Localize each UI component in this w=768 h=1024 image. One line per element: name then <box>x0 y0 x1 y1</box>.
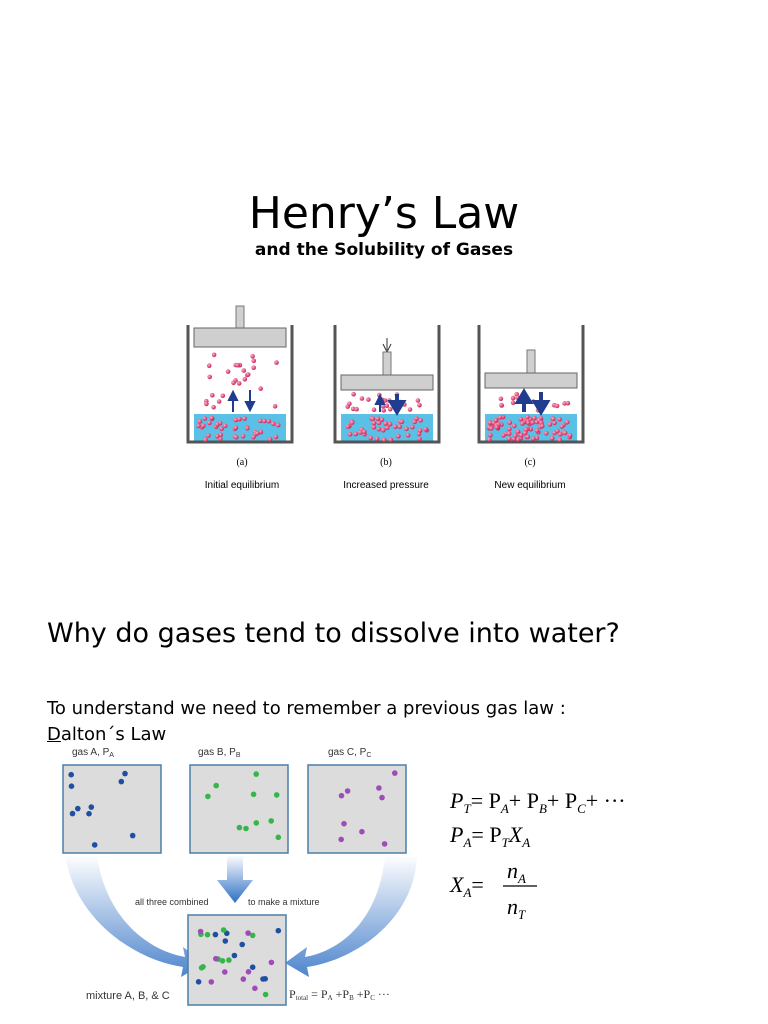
particle <box>381 408 386 413</box>
particle <box>239 942 245 948</box>
particle <box>417 403 422 408</box>
slide-title: Henry’s Law <box>248 188 520 239</box>
panel-a-letter: (a) <box>236 457 248 468</box>
particle <box>414 416 419 421</box>
particle <box>501 433 506 438</box>
particle <box>207 421 212 426</box>
particle <box>398 424 403 429</box>
particle <box>250 964 256 970</box>
particle <box>392 770 398 776</box>
combined-label-left: all three combined <box>135 897 209 907</box>
particle <box>379 795 385 801</box>
particle <box>213 956 219 962</box>
svg-text:nT: $n_T$ <box>507 894 526 922</box>
particle <box>498 415 503 420</box>
particle <box>262 419 267 424</box>
gas-b-label: gas B, $P_B$ <box>198 747 241 759</box>
gas-molecules <box>204 353 279 410</box>
particle <box>119 779 125 785</box>
particle <box>232 953 238 959</box>
particle <box>372 421 377 426</box>
slide-subtitle: and the Solubility of Gases <box>254 240 514 260</box>
particle <box>130 833 136 839</box>
particle <box>199 965 205 971</box>
particle <box>223 424 228 429</box>
particle <box>207 375 212 380</box>
particle <box>211 405 216 410</box>
particle <box>494 425 499 430</box>
particle <box>206 433 211 438</box>
particle <box>339 793 345 799</box>
particle <box>198 929 204 935</box>
particle <box>276 423 281 428</box>
particle <box>221 394 226 399</box>
particle <box>371 416 376 421</box>
particle <box>507 437 512 442</box>
particle <box>221 927 227 933</box>
particle <box>234 435 239 440</box>
particle <box>377 421 382 426</box>
particle <box>417 437 422 442</box>
particle <box>418 418 423 423</box>
particle <box>358 430 363 435</box>
particle <box>204 402 209 407</box>
particle <box>557 438 562 443</box>
particle <box>520 421 525 426</box>
particle <box>250 354 255 359</box>
particle <box>525 415 530 420</box>
particle <box>375 437 380 442</box>
gas-c-box <box>308 765 406 853</box>
particle <box>382 438 387 443</box>
particle <box>351 392 356 397</box>
particle <box>242 416 247 421</box>
particle <box>209 979 215 985</box>
arrow-up-icon <box>518 392 530 412</box>
law-name-initial: D <box>47 724 61 745</box>
particle <box>519 433 524 438</box>
particle <box>385 426 390 431</box>
particle <box>213 932 219 938</box>
particle <box>253 771 259 777</box>
particle <box>273 404 278 409</box>
particle <box>268 818 274 824</box>
particle <box>354 407 359 412</box>
particle <box>220 958 226 964</box>
particle <box>203 438 208 443</box>
svg-text:PA= PTXA: $P_A= P_TX_A$ <box>450 822 531 850</box>
particle <box>372 425 377 430</box>
particle <box>530 420 535 425</box>
particle <box>516 437 521 442</box>
particle <box>241 434 246 439</box>
particle <box>70 811 76 817</box>
particle <box>235 363 240 368</box>
particle <box>219 426 224 431</box>
particle <box>487 437 492 442</box>
particle <box>551 417 556 422</box>
particle <box>406 433 411 438</box>
particle <box>251 435 256 440</box>
particle <box>223 938 229 944</box>
particle <box>408 407 413 412</box>
particle <box>242 368 247 373</box>
particle <box>508 420 513 425</box>
particle <box>526 421 531 426</box>
particle <box>196 424 201 429</box>
particle <box>245 930 251 936</box>
particle <box>388 407 393 412</box>
particle <box>568 433 573 438</box>
question-heading: Why do gases tend to dissolve into water? <box>47 618 620 649</box>
panel-b-caption: Increased pressure <box>343 480 429 491</box>
particle <box>382 841 388 847</box>
particle <box>258 386 263 391</box>
pressure-arrow-icon <box>383 338 391 352</box>
particle <box>348 432 353 437</box>
particle <box>215 434 220 439</box>
particle <box>372 407 377 412</box>
particle <box>381 428 386 433</box>
particle <box>231 381 236 386</box>
particle <box>86 811 92 817</box>
particle <box>341 821 347 827</box>
particle <box>215 422 220 427</box>
particle <box>263 992 269 998</box>
particle <box>226 369 231 374</box>
particle <box>251 365 256 370</box>
particle <box>377 427 382 432</box>
particle <box>400 419 405 424</box>
gas-a-label: gas A, $P_A$ <box>72 747 114 759</box>
combined-label-right: to make a mixture <box>248 897 320 907</box>
particle <box>267 419 272 424</box>
particle <box>213 783 219 789</box>
particle <box>423 427 428 432</box>
particle <box>368 436 373 441</box>
particle <box>362 430 367 435</box>
particle <box>222 969 228 975</box>
particle <box>512 424 517 429</box>
particle <box>488 433 493 438</box>
particle <box>511 396 516 401</box>
particle <box>519 417 524 422</box>
particle <box>268 437 273 442</box>
particle <box>237 417 242 422</box>
particle <box>360 396 365 401</box>
particle <box>507 427 512 432</box>
particle <box>205 794 211 800</box>
particle <box>531 436 536 441</box>
particle <box>274 360 279 365</box>
particle <box>396 434 401 439</box>
particle <box>271 422 276 427</box>
particle <box>489 426 494 431</box>
particle <box>243 377 248 382</box>
particle <box>122 771 128 777</box>
piston-rod <box>236 306 244 328</box>
particle <box>557 417 562 422</box>
flow-arrow-down-icon <box>217 855 253 903</box>
particle <box>212 353 217 358</box>
particle <box>258 419 263 424</box>
particle <box>393 424 398 429</box>
piston <box>485 373 577 388</box>
particle <box>276 928 282 934</box>
particle <box>237 381 242 386</box>
intro-text: To understand we need to remember a previous gas law : <box>47 698 566 719</box>
particle <box>203 416 208 421</box>
particle <box>237 825 243 831</box>
particle <box>494 418 499 423</box>
particle <box>243 826 249 832</box>
law-name <box>47 724 166 745</box>
particle <box>254 820 260 826</box>
panel-b-letter: (b) <box>380 457 392 468</box>
panel-c <box>479 325 583 442</box>
panel-b <box>335 325 439 442</box>
particle <box>511 400 516 405</box>
particle <box>555 404 560 409</box>
particle <box>207 363 212 368</box>
panel-a-caption: Initial equilibrium <box>204 480 280 491</box>
particle <box>376 785 382 791</box>
particle <box>252 359 257 364</box>
particle <box>507 431 512 436</box>
particle <box>274 435 279 440</box>
ptotal-label: $P_{total} = P_A +P_B +P_C$ ··· <box>289 987 390 1002</box>
particle <box>550 436 555 441</box>
particle <box>346 424 351 429</box>
particle <box>89 804 95 810</box>
particle <box>269 960 275 966</box>
particle <box>366 397 371 402</box>
piston-rod <box>383 352 391 375</box>
particle <box>499 397 504 402</box>
particle <box>388 422 393 427</box>
particle <box>548 422 553 427</box>
particle <box>205 932 211 938</box>
particle <box>69 783 75 789</box>
particle <box>92 842 98 848</box>
particle <box>410 425 415 430</box>
particle <box>359 829 365 835</box>
piston <box>194 328 286 347</box>
particle <box>560 424 565 429</box>
particle <box>198 419 203 424</box>
particle <box>565 420 570 425</box>
particle <box>246 372 251 377</box>
particle <box>255 431 260 436</box>
equation-2 <box>449 822 530 850</box>
panel-a <box>188 306 292 442</box>
arrow-down-icon <box>246 390 254 410</box>
particle <box>68 772 74 778</box>
particle <box>234 425 239 430</box>
flow-arrow-left-icon <box>65 855 205 977</box>
particle <box>246 969 252 975</box>
panel-c-caption: New equilibrium <box>494 480 566 491</box>
gas-c-label: gas C, $P_C$ <box>328 747 372 759</box>
particle <box>345 788 351 794</box>
particle <box>245 426 250 431</box>
particle <box>262 976 268 982</box>
particle <box>416 398 421 403</box>
particle <box>563 431 568 436</box>
gas-b-box <box>190 765 288 853</box>
particle <box>347 402 352 407</box>
particle <box>525 435 530 440</box>
equations <box>445 780 675 930</box>
svg-text:XA=: $X_A=$ <box>450 872 484 900</box>
particle <box>418 428 423 433</box>
particle <box>226 957 232 963</box>
particle <box>252 986 258 992</box>
equation-3 <box>449 858 537 922</box>
particle <box>196 979 202 985</box>
particle <box>201 424 206 429</box>
particle <box>241 976 247 982</box>
particle <box>499 403 504 408</box>
particle <box>566 401 571 406</box>
particle <box>540 424 545 429</box>
particle <box>532 416 537 421</box>
particle <box>376 416 381 421</box>
particle <box>210 393 215 398</box>
particle <box>383 421 388 426</box>
particle <box>516 429 521 434</box>
particle <box>552 421 557 426</box>
particle <box>544 431 549 436</box>
particle <box>389 438 394 443</box>
particle <box>353 432 358 437</box>
piston <box>341 375 433 390</box>
particle <box>217 399 222 404</box>
particle <box>535 428 540 433</box>
piston-rod <box>527 350 535 373</box>
equation-1 <box>449 788 626 816</box>
particle <box>75 806 81 812</box>
law-name-rest: alton´s Law <box>60 724 167 745</box>
particle <box>251 792 257 798</box>
flow-arrow-right-icon <box>285 855 417 977</box>
dalton-figure <box>55 745 435 1020</box>
particle <box>274 792 280 798</box>
mixture-label: mixture A, B, & C <box>86 990 170 1002</box>
arrow-up-icon <box>229 392 237 412</box>
particle <box>404 427 409 432</box>
particle <box>385 403 390 408</box>
henry-figure <box>180 300 590 455</box>
particle <box>350 420 355 425</box>
particle <box>338 837 344 843</box>
arrow-down-icon <box>391 394 403 412</box>
particle <box>276 835 282 841</box>
particle <box>552 431 557 436</box>
svg-text:nA: $n_A$ <box>507 858 526 886</box>
particle <box>210 416 215 421</box>
panel-c-letter: (c) <box>524 457 536 468</box>
svg-text:PT= PA+ PB+ PC+ ···: $P_T= P_A+ P_B+ P_C+$ ··· <box>450 788 626 816</box>
